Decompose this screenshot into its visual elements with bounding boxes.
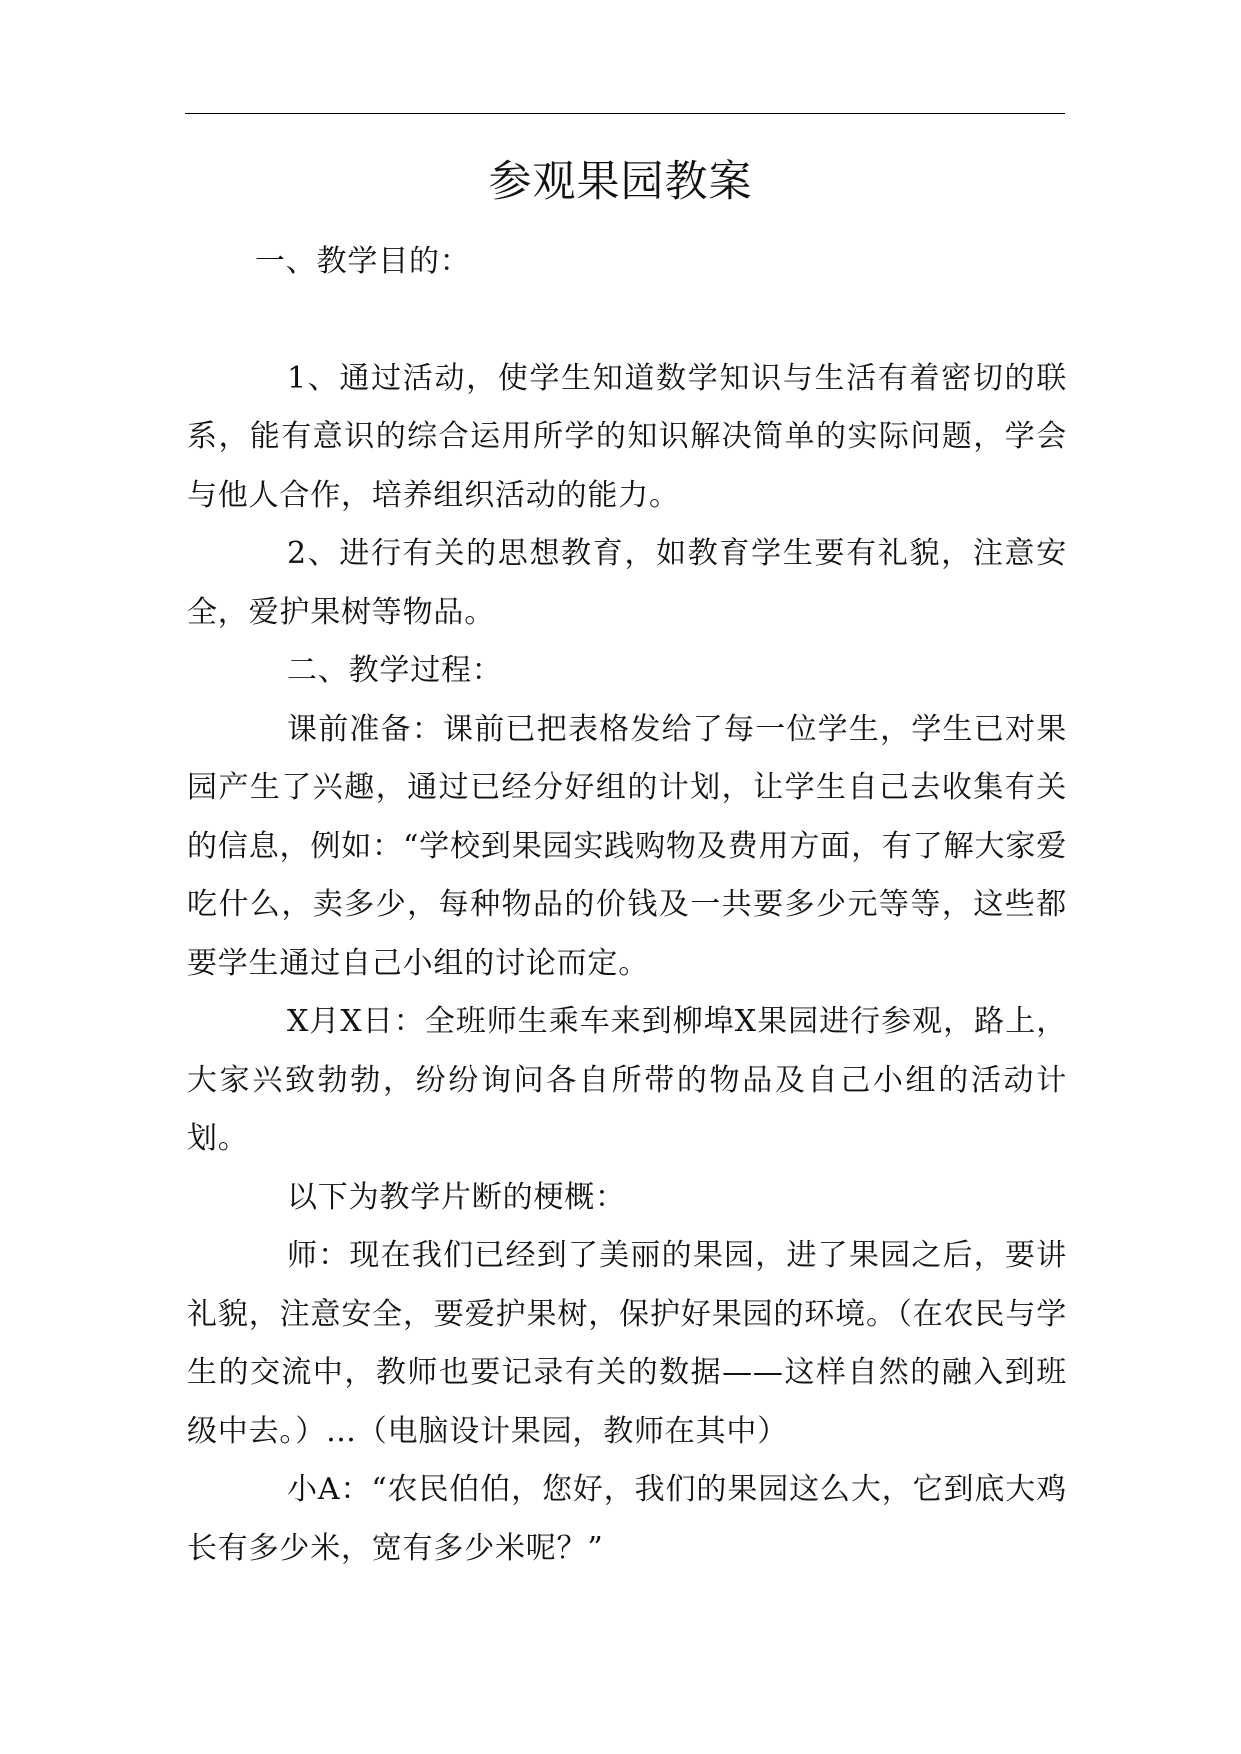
section-heading-objectives: 一、教学目的： [255,244,471,279]
document-body [187,233,1067,1578]
paragraph-objective-1: 1、通过活动，使学生知道数学知识与生活有着密切的联系，能有意识的综合运用所学的知识解决简单的实际问题，学会与他人合作，培养组织活动的能力。 [187,360,1067,513]
paragraph-student-question: 小A：“农民伯伯，您好，我们的果园这么大，它到底大鸡长有多少米，宽有多少米呢？” [187,1472,1067,1566]
paragraph-objective-2: 2、进行有关的思想教育，如教育学生要有礼貌，注意安全，爱护果树等物品。 [187,536,1067,630]
paragraph-outline-intro: 以下为教学片断的梗概： [287,1179,626,1215]
header-rule [185,113,1065,114]
paragraph-teacher-speech: 师：现在我们已经到了美丽的果园，进了果园之后，要讲礼貌，注意安全，要爱护果树，保护好果园的环境。（在农民与学生的交流中，教师也要记录有关的数据——这样自然的融入到班级中去。）…（电脑设计果园，教师在其中） [187,1238,1067,1449]
section-heading-process: 二、教学过程： [287,653,503,688]
paragraph-field-trip: X月X日：全班师生乘车来到柳埠X果园进行参观，路上，大家兴致勃勃，纷纷询问各自所带的物品及自己小组的活动计划。 [187,1004,1067,1156]
paragraph-preparation: 课前准备：课前已把表格发给了每一位学生，学生已对果园产生了兴趣，通过已经分好组的计划，让学生自己去收集有关的信息，例如：“学校到果园实践购物及费用方面，有了解大家爱吃什么，卖多少，每种物品的价钱及一共要多少元等等，这些都要学生通过自己小组的讨论而定。 [187,711,1067,981]
blank-line [187,292,1067,350]
document-title: 参观果园教案 [488,157,753,207]
